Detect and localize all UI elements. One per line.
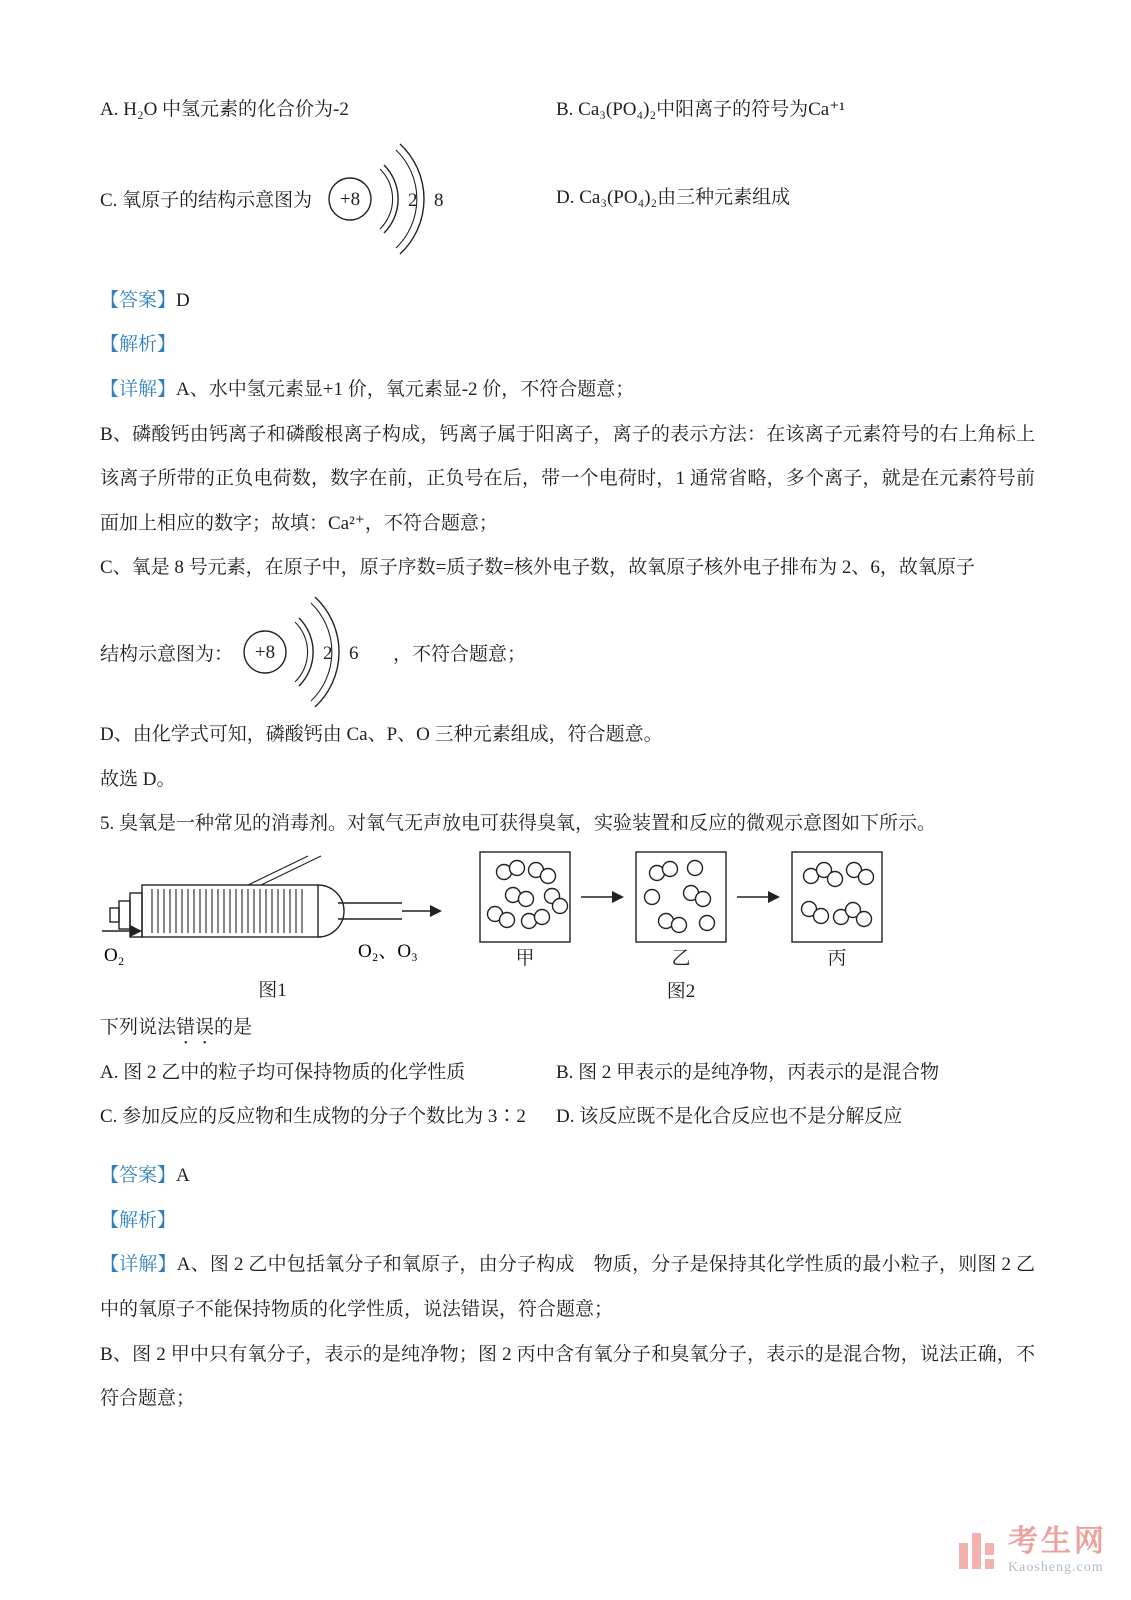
kaosheng-watermark — [955, 1525, 1107, 1576]
o-atom — [688, 861, 703, 876]
q4-answer-line — [100, 279, 1035, 324]
q5-options-row-cd — [100, 1095, 1035, 1140]
figure2-boxes-row — [479, 851, 883, 974]
figure2-caption: 图2 — [666, 980, 696, 1002]
q4-answer-value: D — [176, 289, 190, 311]
outlet-arrow-head — [430, 905, 442, 917]
answer-tag: 【答案】 — [100, 1164, 177, 1186]
q4-options-row-ab — [100, 88, 1035, 133]
wire-line — [248, 856, 308, 885]
shell1-electrons: 2 — [408, 189, 418, 211]
o2-molecule — [847, 863, 874, 885]
o2-molecule — [684, 886, 711, 907]
o2-molecule — [659, 914, 687, 933]
nucleus-charge: +8 — [340, 188, 361, 210]
o-atom — [700, 916, 715, 931]
molecular-box-jia — [479, 851, 571, 943]
analysis-tag: 【解析】 — [100, 1209, 177, 1231]
figure1-caption: 图1 — [258, 980, 287, 1002]
q5-question-prefix: 下列说法 — [100, 1017, 177, 1039]
electrode-part — [119, 901, 130, 929]
ozone-generator-diagram — [100, 851, 445, 973]
figure1 — [100, 851, 445, 1006]
o2-molecule — [506, 888, 534, 907]
electron-shell-arc — [295, 622, 308, 682]
box-label-jia: 甲 — [515, 948, 535, 970]
inlet-arrow-head — [130, 925, 142, 937]
o2-molecule — [650, 862, 678, 881]
o-atom — [645, 890, 660, 905]
q5-detail-b: B、图 2 甲中只有氧分子，表示的是纯净物；图 2 丙中含有氧分子和臭氧分子，表示的是混合物，说法正确，不符合题意； — [100, 1343, 1035, 1410]
shell1-electrons: 2 — [323, 643, 333, 665]
q4-detail-a-text: A、水中氢元素显+1 价，氧元素显-2 价，不符合题意； — [176, 378, 635, 400]
q5-question-suffix: 的是 — [214, 1017, 253, 1039]
o2-molecule — [529, 863, 556, 884]
q5-detail-a — [100, 1243, 1035, 1332]
q4-option-c-text: C. 氧原子的结构示意图为 — [100, 190, 313, 212]
coil — [152, 889, 302, 933]
o2-molecule — [522, 910, 550, 929]
q5-answer-line — [100, 1154, 1035, 1199]
shell2-electrons: 8 — [434, 189, 444, 211]
o2-molecule — [545, 889, 568, 914]
q4-detail-c: C、氧是 8 号元素，在原子中，原子序数=质子数=核外电子数，故氧原子核外电子排布为 2、6，故氧原子 — [100, 557, 975, 579]
analysis-tag: 【解析】 — [100, 334, 177, 356]
o2-molecule — [497, 861, 525, 880]
detail-tag: 【详解】 — [100, 378, 177, 400]
shell2-electrons: 6 — [349, 643, 359, 665]
diagram-line-suffix: ，不符合题意； — [393, 643, 527, 665]
electron-shell-arc — [384, 165, 398, 233]
q4-conclusion: 故选 D。 — [100, 768, 176, 790]
electrode-part — [110, 908, 119, 922]
q4-options-row-cd — [100, 133, 1035, 265]
q5-option-a: A. 图 2 乙中的粒子均可保持物质的化学性质 — [100, 1061, 466, 1083]
q5-question-line — [100, 1006, 1035, 1051]
q5-answer-value: A — [176, 1164, 190, 1186]
oxygen-atom-structure-diagram-solution — [233, 592, 393, 712]
q5-option-d: D. 该反应既不是化合反应也不是分解反应 — [556, 1106, 903, 1128]
figure2-box-bing — [791, 851, 883, 974]
detail-tag: 【详解】 — [100, 1254, 177, 1276]
figure2 — [479, 851, 883, 1006]
q5-option-b: B. 图 2 甲表示的是纯净物，丙表示的是混合物 — [556, 1061, 940, 1083]
reaction-arrow — [737, 889, 781, 905]
q5-detail-a-text: A、图 2 乙中包括氧分子和氧原子，由分子构成 物质，分子是保持其化学性质的最小粒子，则图 2 乙中的氧原子不能保持物质的化学性质，说法错误，符合题意； — [100, 1254, 1035, 1320]
kaosheng-logo-icon — [955, 1529, 999, 1573]
watermark-text — [1008, 1525, 1107, 1576]
q4-option-d: D. Ca₃(PO₄)₂由三种元素组成 — [556, 187, 791, 209]
q5-option-c: C. 参加反应的反应物和生成物的分子个数比为 3∶2 — [100, 1106, 526, 1128]
q4-analysis-line — [100, 323, 1035, 368]
figure2-box-yi — [635, 851, 727, 974]
q5-figure-area — [100, 851, 1035, 1006]
q5-stem: 5. 臭氧是一种常见的消毒剂。对氧气无声放电可获得臭氧，实验装置和反应的微观示意图如下所示。 — [100, 813, 937, 835]
electron-shell-arc — [380, 169, 393, 229]
q5-options-row-ab — [100, 1051, 1035, 1096]
o3-molecule — [804, 863, 843, 887]
wire-line — [261, 856, 321, 885]
o2-molecule — [802, 902, 829, 924]
q4-solution-diagram-line — [100, 591, 1035, 713]
q4-option-c — [100, 139, 556, 259]
molecular-box-yi — [635, 851, 727, 943]
box-label-yi: 乙 — [671, 948, 691, 970]
watermark-domain: Kaosheng.com — [1008, 1559, 1104, 1575]
figure2-box-jia — [479, 851, 571, 974]
q4-detail-d: D、由化学式可知，磷酸钙由 Ca、P、O 三种元素组成，符合题意。 — [100, 724, 663, 746]
molecular-box-bing — [791, 851, 883, 943]
answer-tag: 【答案】 — [100, 289, 177, 311]
oxygen-inlet-label: O₂ — [104, 945, 125, 967]
diagram-line-prefix: 结构示意图为： — [100, 643, 234, 665]
electron-shell-arc — [299, 618, 313, 686]
o3-molecule — [834, 903, 872, 927]
u-turn-cap — [318, 885, 344, 937]
reaction-arrow — [581, 889, 625, 905]
gas-outlet-label: O₂、O₃ — [358, 941, 418, 963]
q5-analysis-line — [100, 1199, 1035, 1244]
box-label-bing: 丙 — [827, 948, 847, 970]
oxygen-atom-structure-diagram-option — [318, 139, 478, 259]
watermark-site-name: 考生网 — [1008, 1525, 1107, 1559]
q5-question-emphasis: 错误 — [176, 1017, 215, 1039]
q4-detail-a — [100, 368, 1035, 413]
o2-molecule — [488, 907, 515, 928]
q4-option-b: B. Ca₃(PO₄)₂中阳离子的符号为Ca⁺¹ — [556, 99, 845, 120]
q4-option-a: A. H₂O 中氢元素的化合价为-2 — [100, 99, 349, 120]
nucleus-charge: +8 — [254, 642, 276, 664]
q4-detail-b: B、磷酸钙由钙离子和磷酸根离子构成，钙离子属于阳离子，离子的表示方法：在该离子元素符号的右上角标上该离子所带的正负电荷数，数字在前，正负号在后，带一个电荷时，1 通常省略，多个离子，就是在元素符号前面加上相应的数字；故填：Ca²⁺，不符合题意； — [100, 423, 1035, 534]
